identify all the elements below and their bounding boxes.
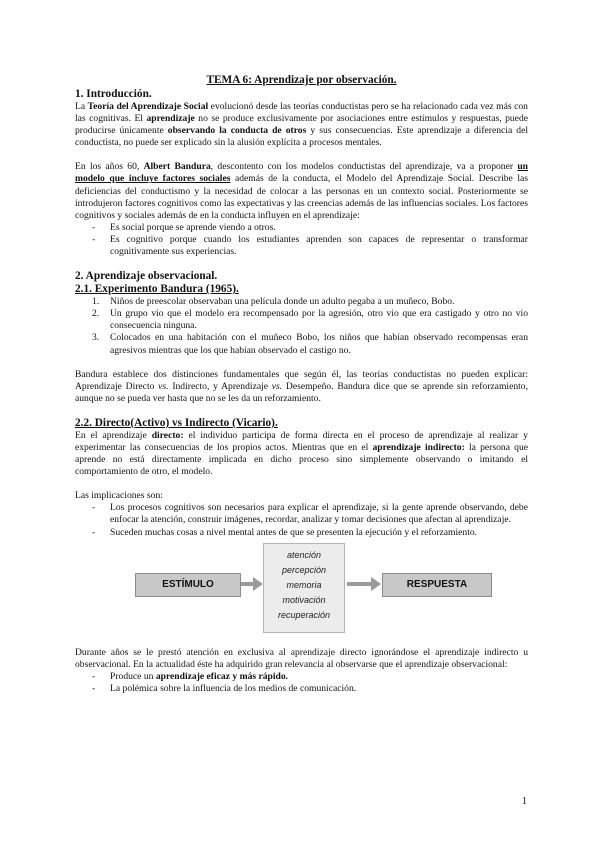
arrow-right-icon	[241, 579, 263, 589]
process-diagram	[75, 543, 528, 643]
direct-indirect-paragraph: En el aprendizaje directo: el individuo participa de forma directa en el proceso de aprendizaje al realizar y experimentar las consecuencias de los propios actos. Mientras que en el aprendizaje indirecto: la persona que aprende no está directamente implicada en dicho proceso sino simplemente observando o imitando el comportamiento de otro, el modelo.	[75, 429, 529, 478]
list-item: - Suceden muchas cosas a nivel mental antes de que se presenten la ejecución y el reforzamiento.	[92, 527, 528, 539]
document-title: TEMA 6: Aprendizaje por observación.	[206, 74, 397, 86]
process-label: atención	[286, 549, 322, 560]
observational-paragraph: Durante años se le prestó atención en exclusiva al aprendizaje directo ignorándose el aprendizaje indirecto u observacional. En la actualidad éste ha adquirido gran relevancia al observarse que el aprendizaje observacional:	[75, 646, 528, 670]
process-label: recuperación	[277, 609, 331, 620]
section-2-heading: 2. Aprendizaje observacional.	[75, 270, 218, 283]
list-item: 3. Colocados en una habitación con el muñeco Bobo, los niños que habían observado recompensas eran agresivos mientras que los que habían observado el castigo no.	[92, 332, 528, 356]
section-1-heading: 1. Introducción.	[75, 88, 152, 100]
list-item: 1. Niños de preescolar observaban una película donde un adulto pegaba a un muñeco, Bobo.	[92, 296, 455, 308]
subsection-2-2-heading: 2.2. Directo(Activo) vs Indirecto (Vicario).	[75, 416, 278, 429]
stimulus-box: ESTÍMULO	[135, 573, 241, 597]
subsection-2-1-heading: 2.1. Experimento Bandura (1965).	[75, 283, 239, 296]
list-item: - Produce un aprendizaje eficaz y más rápido.	[92, 671, 528, 683]
experiment-list	[75, 296, 528, 356]
process-label: memoria	[286, 579, 322, 590]
intro-paragraph-2: En los años 60, Albert Bandura, descontento con los modelos conductistas del aprendizaje, va a proponer un modelo que incluye factores sociales además de la conducta, el Modelo del Aprendizaje Social. Describe las deficiencias del conductismo y la necesidad de colocar a las personas en un contexto social. Posteriormente se introdujeron factores cognitivos como las expectativas y las creencias además de las influencias sociales. Los factores cognitivos y sociales además de en la conducta influyen en el aprendizaje:	[75, 161, 529, 221]
process-label: motivación	[282, 594, 326, 605]
list-item: 2. Un grupo vio que el modelo era recompensado por la agresión, otro vio que era castigado y otro no vio consecuencia ninguna.	[92, 308, 528, 332]
implications-list	[75, 502, 528, 538]
implications-label: Las implicaciones son:	[75, 490, 163, 502]
list-item: - Es social porque se aprende viendo a otros.	[92, 222, 528, 234]
list-item: - Es cognitivo porque cuando los estudiantes aprenden son capaces de representar o transformar cognitivamente sus experiencias.	[92, 234, 528, 258]
list-item: - Los procesos cognitivos son necesarios para explicar el aprendizaje, si la gente aprende observando, debe enfocar la atención, construir imágenes, recordar, analizar y tomar decisiones que afectan al aprendizaje.	[92, 502, 528, 526]
observational-list	[75, 671, 528, 695]
social-cognitive-list	[75, 222, 528, 258]
page-number: 1	[522, 796, 527, 807]
list-item: - La polémica sobre la influencia de los medios de comunicación.	[92, 683, 528, 695]
bandura-paragraph: Bandura establece dos distinciones fundamentales que según él, las teorías conductistas no pueden explicar: Aprendizaje Directo vs. Indirecto, y Aprendizaje vs. Desempeño. Bandura dice que se aprende sin reforzamiento, aunque no se pueda ver hasta que no se les da un reforzamiento.	[75, 368, 528, 404]
arrow-right-icon	[347, 579, 381, 589]
mental-processes-box	[263, 543, 345, 633]
intro-paragraph-1: La Teoría del Aprendizaje Social evolucionó desde las teorías conductistas pero se ha relacionado cada vez más con las cognitivas. El aprendizaje no se produce exclusivamente por asociaciones entre estímulos y respuestas, puede producirse únicamente observando la conducta de otros y sus consecuencias. Este aprendizaje a diferencia del conductista, no puede ser explicado sin la alusión explícita a procesos mentales.	[75, 101, 528, 149]
response-box: RESPUESTA	[382, 573, 492, 597]
process-label: percepción	[281, 564, 327, 575]
